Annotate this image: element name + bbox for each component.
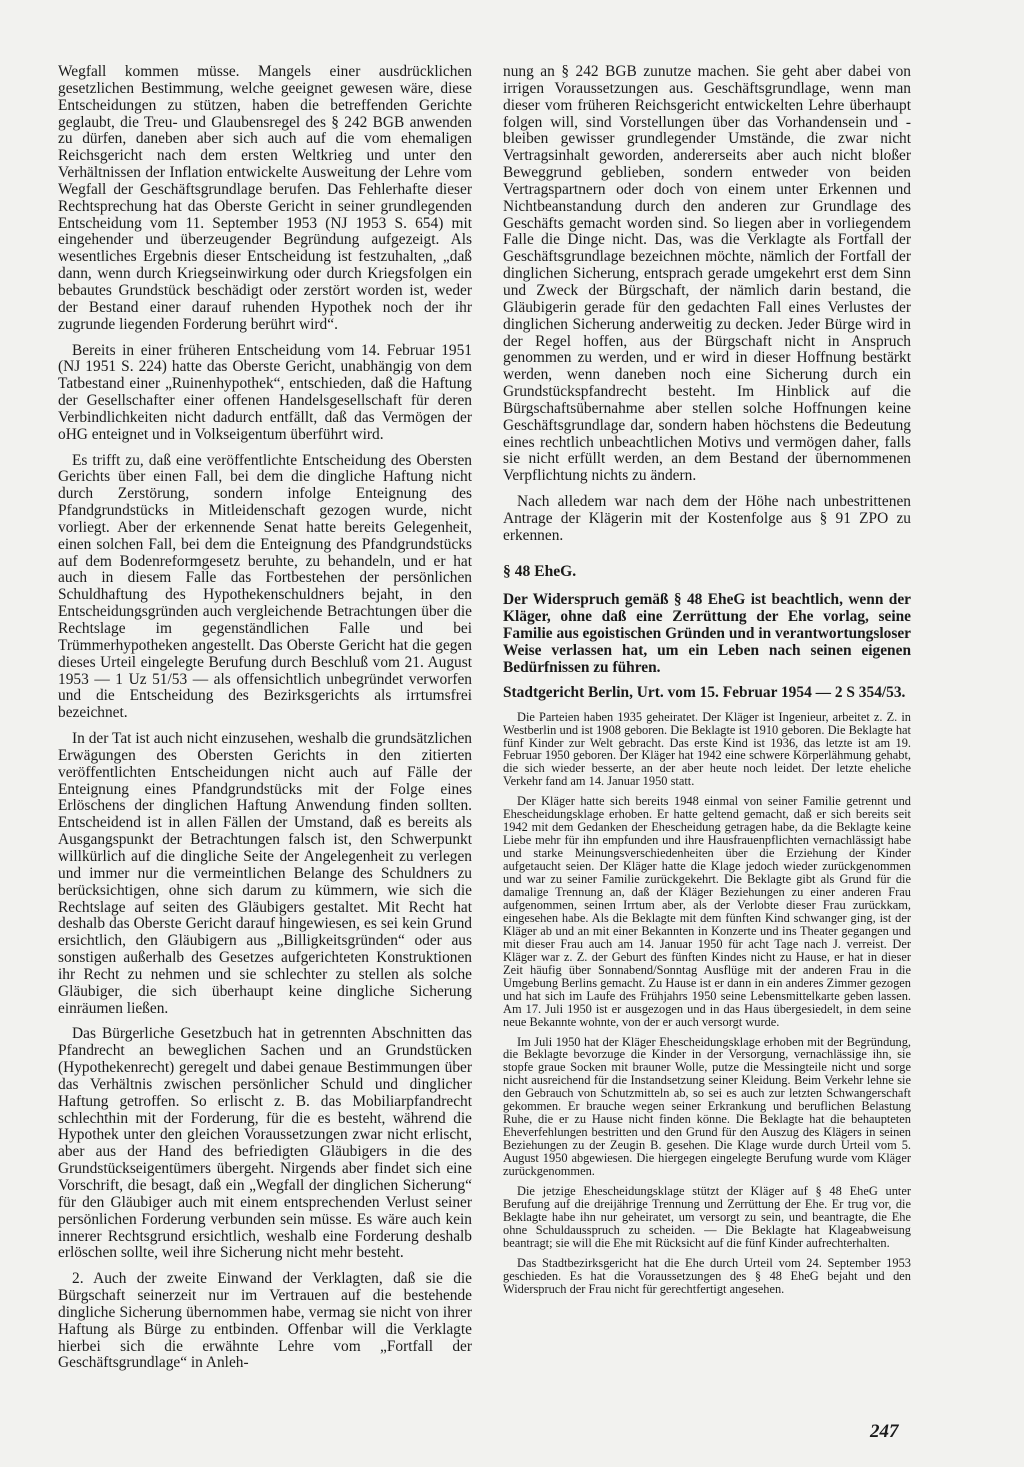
left-paragraph-2: Bereits in einer früheren Entscheidung vom 14. Februar 1951 (NJ 1951 S. 224) hatte das Oberste Gericht, unabhängig von dem Tatbestand einer „Ruinenhypothek“, entschieden, daß die Haftung der Gesellschafter einer offenen Handelsgesellschaft für deren Verbindlichkeiten nicht dadurch entfällt, daß das Vermögen der oHG enteignet und in Volkseigentum überführt wird.: [58, 341, 472, 443]
left-paragraph-3: Es trifft zu, daß eine veröffentlichte Entscheidung des Obersten Gerichts über einen Fall, bei dem die dingliche Haftung nicht durch Zerstörung, sondern infolge Enteignung des Pfandgrundstücks in Mitleidenschaft gezogen wurde, nicht vorliegt. Aber der erkennende Senat hatte bereits Gelegenheit, einen solchen Fall, bei dem die Enteignung des Pfandgrundstücks auf dem Bodenreformgesetz beruhte, zu behandeln, und er hat auch in diesem Falle das Fortbestehen der persönlichen Schuldhaftung des Hypothekenschuldners bejaht, in den Entscheidungsgründen auch vergleichende Betrachtungen über die Rechtslage im gegenständlichen Falle und bei Trümmerhypotheken angestellt. Das Oberste Gericht hat die gegen dieses Urteil eingelegte Berufung durch Beschluß vom 21. August 1953 — 1 Uz 51/53 — als offensichtlich unbegründet verworfen und die Entscheidung des Bezirksgerichts als irrtumsfrei bezeichnet.: [58, 451, 472, 722]
facts-paragraph-1: Die Parteien haben 1935 geheiratet. Der Kläger ist Ingenieur, arbeitet z. Z. in Westberlin und ist 1908 geboren. Die Beklagte ist 1910 geboren. Die Beklagte hat fünf Kinder zur Welt gebracht. Das erste Kind ist 1936, das letzte ist am 19. Februar 1950 geboren. Der Kläger hat 1942 eine schwere Körperlähmung gehabt, die sich wieder besserte, an der aber heute noch leidet. Der letzte eheliche Verkehr fand am 14. Januar 1950 statt.: [503, 709, 911, 789]
right-column: [503, 64, 911, 1303]
left-paragraph-1: Wegfall kommen müsse. Mangels einer ausdrücklichen gesetzlichen Bestimmung, welche geeignet gewesen wäre, diese Entscheidungen zu stützen, haben die betreffenden Gerichte geglaubt, die Treu- und Glaubensregel des § 242 BGB anwenden zu dürfen, daneben aber sich auch auf die vom ehemaligen Reichsgericht nach dem ersten Weltkrieg und unter den Verhältnissen der Inflation entwickelte Ausweitung der Lehre vom Wegfall der Geschäftsgrundlage berufen. Das Fehlerhafte dieser Rechtsprechung hat das Oberste Gericht in seiner grundlegenden Entscheidung vom 11. September 1953 (NJ 1953 S. 654) mit eingehender und überzeugender Begründung aufgezeigt. Als wesentliches Ergebnis dieser Entscheidung ist festzuhalten, „daß dann, wenn durch Kriegseinwirkung oder durch Kriegsfolgen ein bebautes Grundstück beschädigt oder zerstört worden ist, weder der Bestand einer darauf ruhenden Hypothek noch der ihr zugrunde liegenden Forderung berührt wird“.: [58, 63, 472, 333]
left-column: [58, 64, 472, 1381]
facts-paragraph-2: Der Kläger hatte sich bereits 1948 einmal von seiner Familie getrennt und Ehescheidungsklage erhoben. Er hatte geltend gemacht, daß er sich bereits seit 1942 mit dem Gedanken der Ehescheidung getragen habe, da die Beklagte keine Liebe mehr für ihn empfunden und ihre Hausfrauenpflichten vernachlässigt habe und starke Meinungsverschiedenheiten über die Erziehung der Kinder aufgetaucht seien. Der Kläger hatte die Klage jedoch wieder zurückgenommen und war zu seiner Familie zurückgekehrt. Die Beklagte gibt als Grund für die damalige Trennung an, daß der Kläger Beziehungen zu einer anderen Frau aufgenommen, seinen Irrtum aber, als der Verlobte dieser Frau zurückkam, eingesehen habe. Als die Beklagte mit dem fünften Kind schwanger ging, ist der Kläger ab und an mit einer Bekannten in Konzerte und ins Theater gegangen und mit dieser Frau auch am 14. Januar 1950 für acht Tage nach J. verreist. Der Kläger war z. Z. der Geburt des fünften Kindes nicht zu Hause, er hat in dieser Zeit häufig über Sonnabend/Sonntag Ausflüge mit der anderen Frau in die Umgebung Berlins gemacht. Zu Hause ist er dann in ein anderes Zimmer gezogen und hat sich im Laufe des Frühjahrs 1950 seine Lebensmittelkarte geben lassen. Am 17. Juli 1950 ist er ausgezogen und in das Haus übergesiedelt, in dem seine neue Bekannte wohnte, von der er auch versorgt wurde.: [503, 794, 911, 1029]
headnote: Der Widerspruch gemäß § 48 EheG ist beachtlich, wenn der Kläger, ohne daß eine Zerrüttung der Ehe vorlag, seine Familie aus egoistischen Gründen und in verantwortungsloser Weise verlassen hat, um ein Leben nach seinen eigenen Bedürfnissen zu führen.: [503, 590, 911, 676]
left-paragraph-6: 2. Auch der zweite Einwand der Verklagten, daß sie die Bürgschaft seinerzeit nur im Vertrauen auf die bestehende dingliche Sicherung übernommen habe, vermag sie nicht von ihrer Haftung als Bürge zu entbinden. Offenbar will die Verklagte hierbei sich die erwähnte Lehre vom „Fortfall der Geschäftsgrundlage“ in Anleh-: [58, 1270, 472, 1372]
left-paragraph-4: In der Tat ist auch nicht einzusehen, weshalb die grundsätzlichen Erwägungen des Obersten Gerichts in den zitierten veröffentlichten Entscheidungen nicht auch auf Fälle der Enteignung eines Pfandgrundstücks mit der Folge eines Erlöschens der dinglichen Haftung Anwendung finden sollten. Entscheidend ist in allen Fällen der Umstand, daß es bereits als Ausgangspunkt der Betrachtungen falsch ist, den Schwerpunkt willkürlich auf die dingliche Seite der Angelegenheit zu verlegen und immer nur die vermeintlichen Belange des Schuldners zu berücksichtigen, ohne sich darum zu kümmern, wie sich die Rechtslage auf seiten des Gläubigers gestaltet. Mit Recht hat deshalb das Oberste Gericht darauf hingewiesen, es sei kein Grund ersichtlich, den Gläubigern aus „Billigkeitsgründen“ oder aus sonstigen außerhalb des Gesetzes aufgerichteten Konstruktionen ihr Recht zu nehmen und sie schlechter zu stellen als solche Gläubiger, die sich überhaupt keine dingliche Sicherung einräumen ließen.: [58, 730, 472, 1017]
court-citation: Stadtgericht Berlin, Urt. vom 15. Februar 1954 — 2 S 354/53.: [503, 683, 906, 701]
facts-paragraph-3: Im Juli 1950 hat der Kläger Ehescheidungsklage erhoben mit der Begründung, die Beklagte bevorzuge die Kinder in der Versorgung, vernachlässige ihn, sie stopfe graue Socken mit brauner Wolle, putze die Messingteile nicht und sorge nicht ausreichend für die Instandsetzung seiner Kleidung. Beim Verkehr lehne sie den Gebrauch von Schutzmitteln ab, so sei es auch zur letzten Schwangerschaft gekommen. Er brauche wegen seiner Erkrankung und beruflichen Belastung Ruhe, die er zu Hause nicht finden könne. Die Beklagte hat die behaupteten Eheverfehlungen bestritten und den Grund für den Auszug des Klägers in seinen Beziehungen zu der Zeugin B. gesehen. Die Klage wurde durch Urteil vom 5. August 1950 abgewiesen. Die hiergegen eingelegte Berufung wurde vom Kläger zurückgenommen.: [503, 1034, 911, 1179]
page-number: 247: [870, 1421, 899, 1442]
section-heading: § 48 EheG.: [503, 562, 577, 580]
right-paragraph-1: nung an § 242 BGB zunutze machen. Sie geht aber dabei von irrigen Voraussetzungen aus. Geschäftsgrundlage, wenn man dieser vom früheren Reichsgericht entwickelten Lehre überhaupt folgen will, sind Vorstellungen über das Vorhandensein und -bleiben gewisser grundlegender Umstände, die zwar nicht Vertragsinhalt geworden, andererseits aber auch nicht bloßer Beweggrund geblieben, sondern entweder von beiden Vertragspartnern oder doch von einem unter Erkennen und Nichtbeanstandung durch den anderen zur Grundlage des Geschäfts gemacht worden sind. So liegen aber in vorliegendem Falle die Dinge nicht. Das, was die Verklagte als Fortfall der Geschäftsgrundlage bezeichnen möchte, nämlich der Fortfall der dinglichen Sicherung, entsprach gerade umgekehrt erst dem Sinn und Zweck der Bürgschaft, der nämlich darin bestand, die Gläubigerin gerade für den gedachten Fall eines Verlustes der dinglichen Sicherung anderweitig zu decken. Jeder Bürge wird in der Regel hoffen, aus der Bürgschaft nicht in Anspruch genommen zu werden, und er wird in dieser Hoffnung bestärkt werden, wenn daneben noch eine Sicherung durch ein Grundstückspfandrecht besteht. Im Hinblick auf die Bürgschaftsübernahme aber stellen solche Hoffnungen keine Geschäftsgrundlage dar, sondern haben höchstens die Bedeutung eines rechtlich unbeachtlichen Motivs und vermögen daher, falls sie nicht erfüllt werden, an dem Bestand der übernommenen Verpflichtung nichts zu ändern.: [503, 63, 911, 485]
facts-paragraph-4: Die jetzige Ehescheidungsklage stützt der Kläger auf § 48 EheG unter Berufung auf die dreijährige Trennung und Zerrüttung der Ehe. Er trug vor, die Beklagte habe ihn nur geheiratet, um versorgt zu sein, und beantragte, die Ehe ohne Schuldausspruch zu scheiden. — Die Beklagte hat Klageabweisung beantragt; sie will die Ehe mit Rücksicht auf die fünf Kinder aufrechterhalten.: [503, 1183, 911, 1250]
facts-paragraph-5: Das Stadtbezirksgericht hat die Ehe durch Urteil vom 24. September 1953 geschieden. Es hat die Voraussetzungen des § 48 EheG bejaht und den Widerspruch der Frau nicht für gerechtfertigt angesehen.: [503, 1255, 911, 1296]
left-paragraph-5: Das Bürgerliche Gesetzbuch hat in getrennten Abschnitten das Pfandrecht an beweglichen Sachen und an Grundstücken (Hypothekenrecht) geregelt und dabei genaue Bestimmungen über das Verhältnis zwischen persönlicher Schuld und dinglicher Haftung getroffen. So erlischt z. B. das Mobiliarpfandrecht schlechthin mit der Forderung, für die es besteht, während die Hypothek unter den gleichen Voraussetzungen zwar nicht erlischt, aber aus der Hand des befriedigten Gläubigers in die des Grundstückseigentümers übergeht. Nirgends aber findet sich eine Vorschrift, die besagt, daß ein „Wegfall der dinglichen Sicherung“ für den Gläubiger auch mit einem entsprechenden Verlust seiner persönlichen Forderung verbunden sein müsse. Es wäre auch kein innerer Rechtsgrund ersichtlich, weshalb eine Forderung deshalb erlöschen sollte, weil ihre Sicherung nicht mehr besteht.: [58, 1025, 472, 1262]
right-paragraph-2: Nach alledem war nach dem der Höhe nach unbestrittenen Antrage der Klägerin mit der Kostenfolge aus § 91 ZPO zu erkennen.: [503, 493, 911, 544]
